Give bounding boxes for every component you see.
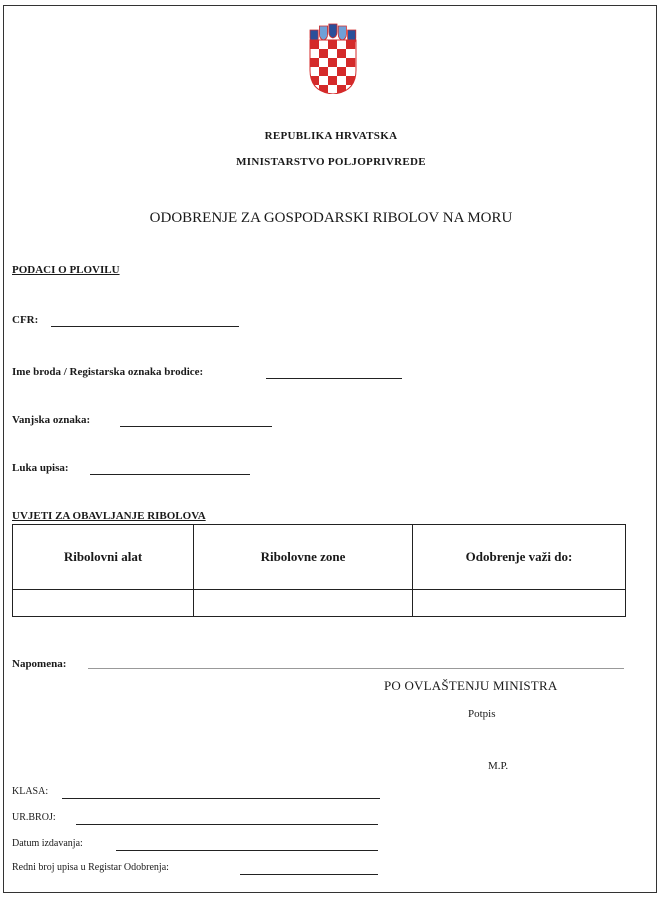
table-row [13,590,626,617]
shield-square [337,40,346,49]
shield-square [319,76,328,85]
shield-square [346,67,355,76]
shield-square [310,49,319,58]
port-field[interactable] [90,474,250,475]
gear-cell[interactable] [13,590,194,617]
shield-square [337,58,346,67]
shield-square [328,58,337,67]
shield-square [328,85,337,94]
shield-square [328,40,337,49]
shield-square [337,67,346,76]
document-title: ODOBRENJE ZA GOSPODARSKI RIBOLOV NA MORU [149,210,513,226]
valid-until-cell[interactable] [413,590,626,617]
shield-square [319,49,328,58]
shield-square [328,67,337,76]
note-label: Napomena: [12,658,67,670]
shield-square [337,49,346,58]
table-header-row [13,525,626,590]
shield-square [319,58,328,67]
crown-shield [338,26,346,40]
register-number-label: Redni broj upisa u Registar Odobrenja: [12,862,169,873]
shield-square [319,40,328,49]
issue-date-label: Datum izdavanja: [12,838,83,849]
vessel-section-heading: PODACI O PLOVILU [12,264,120,276]
shield-square [319,67,328,76]
shield-square [337,76,346,85]
shield-square [310,58,319,67]
zones-cell[interactable] [194,590,413,617]
column-header-gear: Ribolovni alat [13,525,194,590]
shield-square [310,67,319,76]
shield-square [328,49,337,58]
vessel-name-field[interactable] [266,378,402,379]
urbroj-label: UR.BROJ: [12,812,56,823]
conditions-table [12,524,626,617]
stamp-label: M.P. [488,760,509,772]
ministry-heading: MINISTARSTVO POLJOPRIVREDE [236,156,426,168]
vessel-name-label: Ime broda / Registarska oznaka brodice: [12,366,204,378]
register-number-field[interactable] [240,874,378,875]
crown-shield [319,26,327,40]
cfr-label: CFR: [12,314,39,326]
shield-square [310,40,319,49]
klasa-field[interactable] [62,798,380,799]
crown-shield [329,24,337,38]
urbroj-field[interactable] [76,824,378,825]
external-mark-field[interactable] [120,426,272,427]
port-label: Luka upisa: [12,462,69,474]
shield-square [346,49,355,58]
external-mark-label: Vanjska oznaka: [12,414,91,426]
shield-square [346,58,355,67]
issue-date-field[interactable] [116,850,378,851]
klasa-label: KLASA: [12,786,49,797]
document-page [3,5,657,893]
column-header-valid-until: Odobrenje važi do: [413,525,626,590]
cfr-field[interactable] [51,326,239,327]
conditions-section-heading: UVJETI ZA OBAVLJANJE RIBOLOVA [12,510,206,522]
note-field[interactable] [88,668,624,669]
signature-label: Potpis [468,708,496,720]
shield-square [328,76,337,85]
country-heading: REPUBLIKA HRVATSKA [264,130,398,142]
shield-square [346,40,355,49]
column-header-zones: Ribolovne zone [194,525,413,590]
croatian-coat-of-arms-icon [306,18,360,94]
authority-text: PO OVLAŠTENJU MINISTRA [384,678,558,693]
